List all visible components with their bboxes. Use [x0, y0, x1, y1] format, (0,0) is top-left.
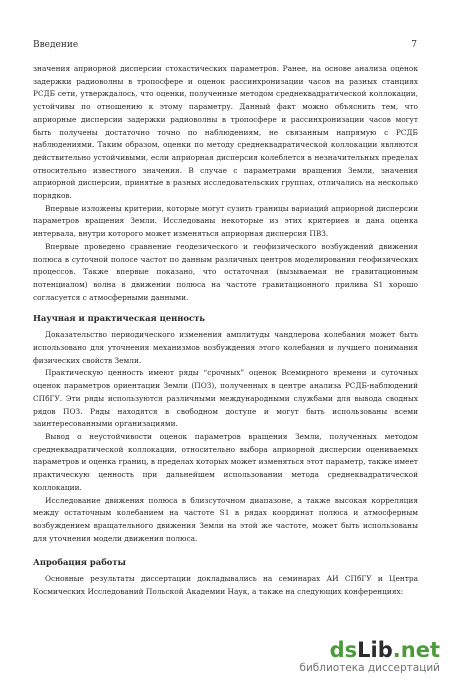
watermark-logo [299, 638, 440, 662]
paragraph: Впервые изложены критерии, которые могут сузить границы вариаций априорной дисперсии параметров вращения Земли. Исследованы некоторые из этих критериев и дана оценка интервала, внутри которого может изменяться априорная дисперсия ПВЗ. [33, 203, 418, 239]
watermark-mid: Lib [357, 638, 393, 662]
watermark [299, 638, 440, 674]
main-text [33, 63, 418, 599]
header-title: Введение [33, 40, 79, 50]
watermark-suffix: .net [392, 638, 440, 662]
paragraph: Доказательство периодического изменения амплитуды чандлерова колебания может быть использовано для уточнения механизмов возбуждения этого колебания и лучшего понимания физических свойств Земли. [33, 330, 418, 365]
paragraph: Основные результаты диссертации докладывались на семинарах АИ СПбГУ и Центра Космических Исследований Польской Академии Наук, а также на следующих конференциях: [33, 574, 418, 597]
paragraph: значения априорной дисперсии стохастических параметров. Ранее, на основе анализа оценок задержки радиоволны в тропосфере и оценок рассинхронизации часов на разных станциях РСДБ сети, утверждалось, что оценки, полученные методом среднеквадратической коллокации, устойчивы по отношению к этому параметру. Данный факт можно объяснить тем, что априорные дисперсии задержки радиоволны в тропосфере и рассинхронизации часов могут быть получены достаточно точно по наблюдениям, не связанным напрямую с РСДБ наблюдениями. Таким образом, оценки по методу среднеквадратической коллокации являются действительно устойчивыми, если априорная дисперсия колеблется в незначительных пределах относительно известного значения. В случае с параметрами вращения Земли, значения априорной дисперсии, принятые в разных исследовательских группах, отличались на несколько порядков. [33, 64, 418, 201]
section-heading: Научная и практическая ценность [33, 313, 205, 324]
paragraph: Впервые проведено сравнение геодезического и геофизического возбуждений движения полюса в суточной полосе частот по данным различных центров моделирования геофизических процессов. Также впервые показано, что остаточная (вызываемая не гравитационным потенциалом) волна в движении полюса на частоте гравитационного прилива S1 хорошо согласуется с атмосферными данными. [33, 241, 418, 302]
paragraph: Вывод о неустойчивости оценок параметров вращения Земли, полученных методом среднеквадратической коллокации, относительно выбора априорной дисперсии оцениваемых параметров и оценка границ, в пределах которых может изменяться этот параметр, также имеет практическую ценность при дальнейшем использовании метода среднеквадратической коллокации. [33, 431, 418, 492]
paragraph: Практическую ценность имеют ряды “срочных” оценок Всемирного времени и суточных оценок параметров ориентации Земли (ПОЗ), полученных в центре анализа РСДБ-наблюдений СПбГУ. Эти ряды используются различными международными службами для вывода сводных рядов ПОЗ. Ряды находятся в свободном доступе и могут быть использованы всеми заинтересованными организациями. [33, 368, 418, 429]
watermark-subtitle: библиотека диссертаций [299, 662, 440, 674]
running-header [33, 40, 417, 54]
watermark-prefix: ds [329, 638, 358, 662]
page-number: 7 [411, 40, 417, 50]
section-heading: Апробация работы [33, 557, 126, 568]
paragraph: Исследование движения полюса в близсуточном диапазоне, а также высокая корреляция между остаточным колебанием на частоте S1 в рядах координат полюса и атмосферным возбуждением вращательного движения Земли на этой же частоте, может быть использованы для уточнения модели движения полюса. [33, 495, 418, 543]
